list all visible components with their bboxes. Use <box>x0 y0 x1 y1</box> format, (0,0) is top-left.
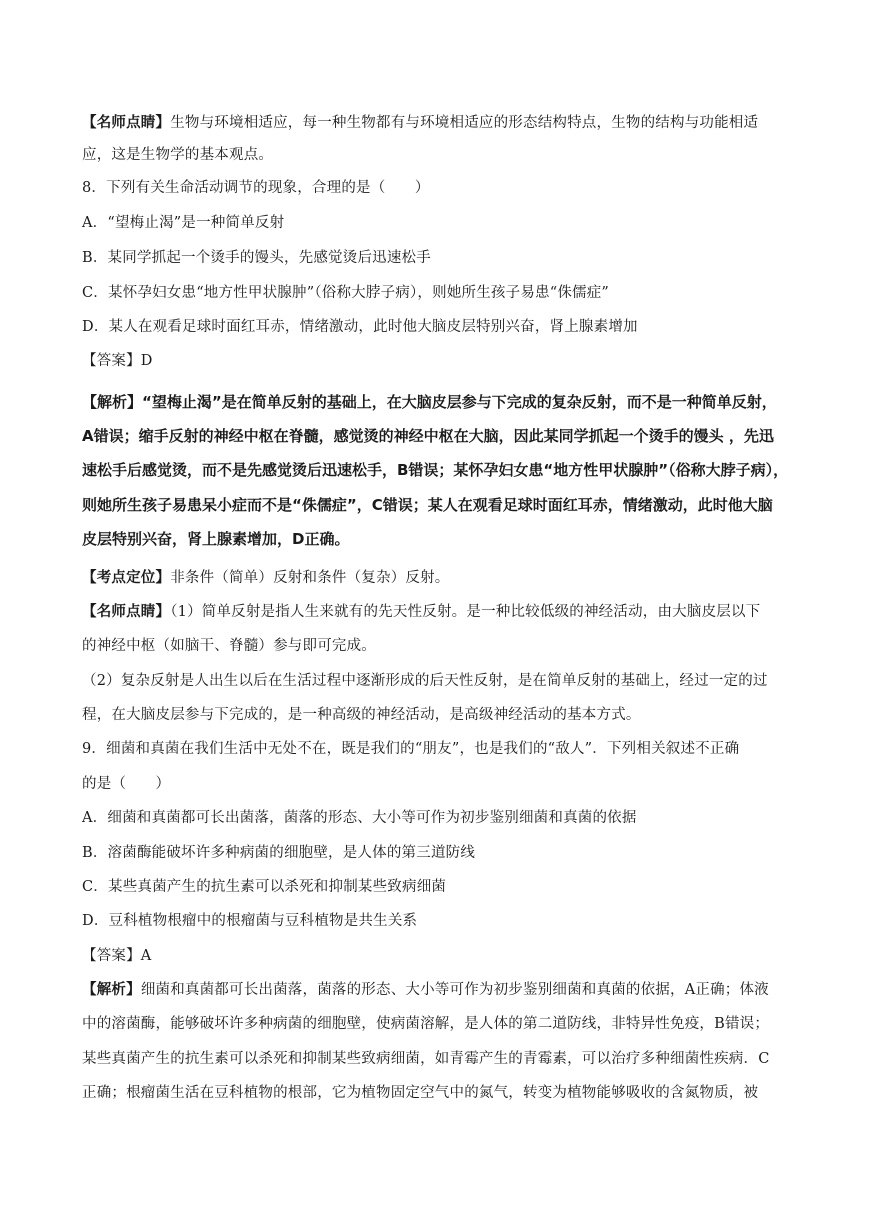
q9-analysis-line-4: 正确；根瘤菌生活在豆科植物的根部，它为植物固定空气中的氮气，转变为植物能够吸收的含氮物质，被 <box>82 1085 759 1101</box>
q8-analysis-line-4: 则她所生孩子易患呆小症而不是“侏儒症”，C错误；某人在观看足球时面红耳赤，情绪激动，此时他大脑 <box>82 496 773 514</box>
q9-analysis-tag: 【解析】 <box>82 981 141 998</box>
q9-analysis-line-1 <box>82 980 794 1000</box>
q7-tip-tag: 【名师点睛】 <box>82 114 171 131</box>
q8-kaodian-text: 非条件（简单）反射和条件（复杂）反射。 <box>170 570 450 586</box>
q7-tip-line-2: 应，这是生物学的基本观点。 <box>82 147 274 163</box>
q9-option-b: B．溶菌酶能破坏许多种病菌的细胞壁，是人体的第三道防线 <box>82 845 476 861</box>
q8-tip-line-2: 的神经中枢（如脑干、脊髓）参与即可完成。 <box>82 638 376 654</box>
q9-analysis-line-3: 某些真菌产生的抗生素可以杀死和抑制某些致病细菌，如青霉产生的青霉素，可以治疗多种细菌性疾病．C <box>82 1051 770 1067</box>
q8-tip-line-1 <box>82 602 794 622</box>
q9-stem-line-1: 9．细菌和真菌在我们生活中无处不在，既是我们的“朋友”，也是我们的“敌人”．下列相关叙述不正确 <box>82 741 740 757</box>
q8-analysis-line-5: 皮层特别兴奋，肾上腺素增加，D正确。 <box>82 530 350 548</box>
q8-option-d: D．某人在观看足球时面红耳赤，情绪激动，此时他大脑皮层特别兴奋，肾上腺素增加 <box>82 319 638 335</box>
q8-kaodian <box>82 568 794 588</box>
q8-analysis-line-1: 【解析】“望梅止渴”是在简单反射的基础上，在大脑皮层参与下完成的复杂反射，而不是一种简单反射， <box>82 393 777 411</box>
q8-analysis-line-2: A错误；缩手反射的神经中枢在脊髓，感觉烫的神经中枢在大脑，因此某同学抓起一个烫手的馒头 ，先迅 <box>82 427 774 445</box>
q8-tip-line-3: （2）复杂反射是人出生以后在生活过程中逐渐形成的后天性反射，是在简单反射的基础上，经过一定的过 <box>82 673 768 689</box>
q8-tip-line-4: 程，在大脑皮层参与下完成的，是一种高级的神经活动，是高级神经活动的基本方式。 <box>82 707 641 723</box>
q9-stem-line-2: 的是（ ） <box>82 776 171 792</box>
q8-option-b: B．某同学抓起一个烫手的馒头，先感觉烫后迅速松手 <box>82 250 431 266</box>
q8-tip-text-1: （1）简单反射是指人生来就有的先天性反射。是一种比较低级的神经活动，由大脑皮层以下 <box>170 604 761 620</box>
q8-stem: 8．下列有关生命活动调节的现象，合理的是（ ） <box>82 180 430 196</box>
q8-answer: 【答案】D <box>82 353 153 369</box>
q9-option-a: A．细菌和真菌都可长出菌落，菌落的形态、大小等可作为初步鉴别细菌和真菌的依据 <box>82 810 637 826</box>
q8-analysis-line-3: 速松手后感觉烫，而不是先感觉烫后迅速松手，B错误；某怀孕妇女患“地方性甲状腺肿”（俗称大脖子病）， <box>82 461 789 479</box>
q9-analysis-text-1: 细菌和真菌都可长出菌落，菌落的形态、大小等可作为初步鉴别细菌和真菌的依据，A正确；体液 <box>140 982 769 998</box>
q7-tip-line-1 <box>82 113 794 133</box>
q9-option-c: C．某些真菌产生的抗生素可以杀死和抑制某些致病细菌 <box>82 879 447 895</box>
q8-option-a: A．“望梅止渴”是一种简单反射 <box>82 215 285 231</box>
q9-analysis-line-2: 中的溶菌酶，能够破坏许多种病菌的细胞壁，使病菌溶解，是人体的第二道防线，非特异性免疫，B错误； <box>82 1016 770 1032</box>
q7-tip-text-1: 生物与环境相适应，每一种生物都有与环境相适应的形态结构特点，生物的结构与功能相适 <box>170 115 759 131</box>
q8-kaodian-tag: 【考点定位】 <box>82 569 171 586</box>
q8-option-c: C．某怀孕妇女患“地方性甲状腺肿”（俗称大脖子病），则她所生孩子易患“侏儒症” <box>82 285 610 301</box>
q9-answer: 【答案】A <box>82 948 152 964</box>
q8-tip-tag: 【名师点睛】 <box>82 603 171 620</box>
q9-option-d: D．豆科植物根瘤中的根瘤菌与豆科植物是共生关系 <box>82 913 418 929</box>
